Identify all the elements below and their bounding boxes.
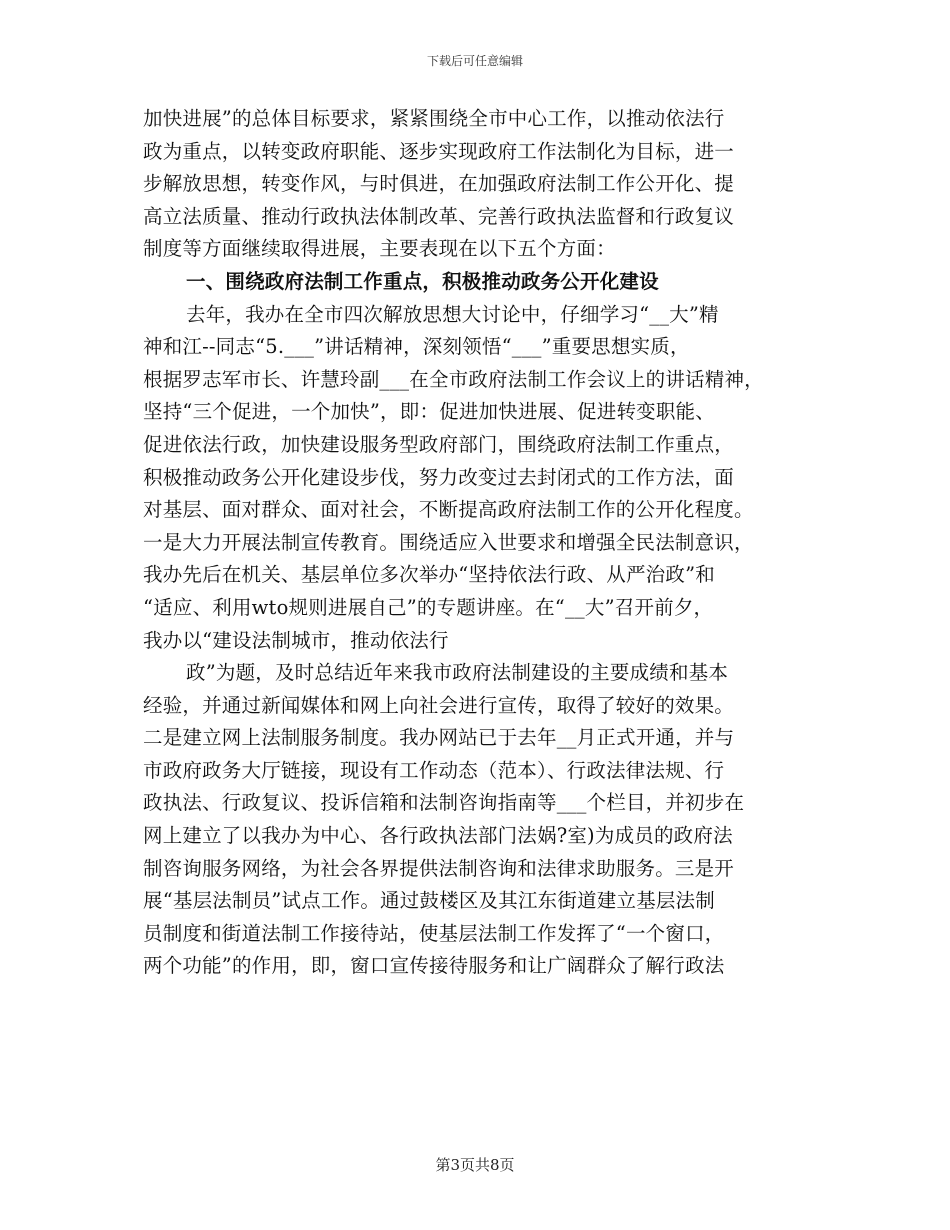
text-line: 员制度和街道法制工作接待站，使基层法制工作发挥了“一个窗口， bbox=[143, 921, 725, 945]
text-line: 经验，并通过新闻媒体和网上向社会进行宣传，取得了较好的效果。 bbox=[143, 693, 735, 717]
text-line: 一是大力开展法制宣传教育。围绕适应入世要求和增强全民法制意识， bbox=[143, 530, 754, 554]
text-line: 政”为题，及时总结近年来我市政府法制建设的主要成绩和基本 bbox=[186, 661, 729, 685]
text-line: 神和江--同志“5.___”讲话精神，深刻领悟“___”重要思想实质， bbox=[143, 335, 690, 359]
text-line: 市政府政务大厅链接，现设有工作动态（范本）、行政法律法规、行 bbox=[143, 758, 725, 782]
text-line: 去年，我办在全市四次解放思想大讨论中，仔细学习“__大”精 bbox=[186, 302, 719, 326]
page-number: 第3页共8页 bbox=[435, 1156, 515, 1174]
text-line: 政为重点，以转变政府职能、逐步实现政府工作法制化为目标，进一 bbox=[143, 139, 735, 163]
text-line: 我办先后在机关、基层单位多次举办“坚持依法行政、从严治政”和 bbox=[143, 563, 715, 587]
text-line: 二是建立网上法制服务制度。我办网站已于去年__月正式开通，并与 bbox=[143, 726, 735, 750]
text-line: 政执法、行政复议、投诉信箱和法制咨询指南等___个栏目，并初步在 bbox=[143, 791, 745, 815]
text-line: 制咨询服务网络，为社会各界提供法制咨询和法律求助服务。三是开 bbox=[143, 856, 735, 880]
text-line: 制度等方面继续取得进展，主要表现在以下五个方面： bbox=[143, 237, 616, 261]
text-line: 网上建立了以我办为中心、各行政执法部门法娲?室)为成员的政府法 bbox=[143, 824, 733, 848]
text-line: 我办以“建设法制城市，推动依法行 bbox=[143, 628, 449, 652]
text-line: 促进依法行政，加快建设服务型政府部门，围绕政府法制工作重点， bbox=[143, 432, 735, 456]
document-body bbox=[143, 103, 823, 983]
text-line: 根据罗志军市长、许慧玲副___在全市政府法制工作会议上的讲话精神， bbox=[143, 367, 764, 391]
text-line: “适应、利用wto规则进展自己”的专题讲座。在“__大”召开前夕， bbox=[143, 595, 714, 619]
text-line: 展“基层法制员”试点工作。通过鼓楼区及其江东街道建立基层法制 bbox=[143, 889, 715, 913]
text-line: 加快进展”的总体目标要求，紧紧围绕全市中心工作，以推动依法行 bbox=[143, 107, 725, 130]
section-heading: 一、围绕政府法制工作重点，积极推动政务公开化建设 bbox=[186, 269, 659, 293]
page-header: 下载后可任意编辑 bbox=[426, 54, 523, 68]
text-line: 两个功能”的作用，即，窗口宣传接待服务和让广阔群众了解行政法 bbox=[143, 954, 725, 978]
text-line: 步解放思想，转变作风，与时俱进，在加强政府法制工作公开化、提 bbox=[143, 172, 735, 196]
text-line: 积极推动政务公开化建设步伐，努力改变过去封闭式的工作方法，面 bbox=[143, 465, 735, 489]
text-line: 对基层、面对群众、面对社会，不断提高政府法制工作的公开化程度。 bbox=[143, 498, 754, 522]
text-line: 坚持“三个促进，一个加快”，即：促进加快进展、促进转变职能、 bbox=[143, 400, 715, 424]
text-line: 高立法质量、推动行政执法体制改革、完善行政执法监督和行政复议 bbox=[143, 204, 735, 228]
